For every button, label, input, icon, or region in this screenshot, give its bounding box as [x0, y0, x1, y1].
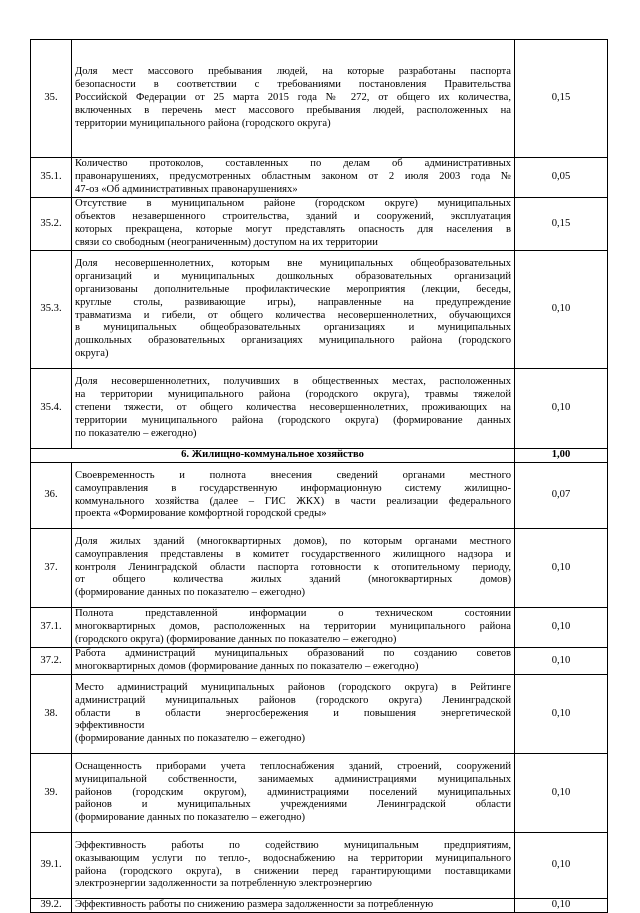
description-line: Эффективность работы по содействию муниципальным предприятиям, [75, 839, 511, 851]
description-line: (формирование данных по показателю – ежегодно) [75, 812, 306, 824]
description-line: Доля жилых зданий (многоквартирных домов), по которым органами местного [75, 535, 511, 547]
description-line: Место администраций муниципальных районов (городского округа) в Рейтинге [75, 681, 511, 693]
description-line: Доля несовершеннолетних, получивших в общественных местах, расположенных [75, 376, 511, 388]
description-line: многоквартирных домов, расположенных на территории муниципального района [75, 621, 511, 633]
indicator-number: 35. [31, 40, 72, 158]
description-line: Доля мест массового пребывания людей, на которые разработаны паспорта [75, 66, 511, 78]
table-row [31, 40, 608, 158]
indicator-number: 35.1. [31, 158, 72, 198]
indicator-weight: 0,10 [515, 251, 608, 369]
description-line: дошкольных образовательных организациях муниципального района (городского [75, 335, 511, 347]
indicator-description [72, 529, 515, 608]
section-weight: 1,00 [515, 449, 608, 463]
description-line: на территории муниципального района (городского округа), травмы тяжелой [75, 389, 511, 401]
table-row [31, 833, 608, 899]
table-row [31, 529, 608, 608]
table-row [31, 648, 608, 675]
indicator-number: 38. [31, 675, 72, 754]
indicator-description [72, 40, 515, 158]
table-row [31, 754, 608, 833]
indicator-weight: 0,10 [515, 833, 608, 899]
indicator-number: 37.1. [31, 608, 72, 648]
indicator-weight: 0,15 [515, 198, 608, 251]
description-line: 47-оз «Об административных правонарушениях» [75, 183, 298, 195]
indicator-table-body [31, 40, 608, 913]
description-line: Оснащенность приборами учета теплоснабжения зданий, строений, сооружений [75, 760, 511, 772]
description-line: от общего количества жилых зданий (многоквартирных домов) [75, 574, 511, 586]
indicator-weight: 0,10 [515, 899, 608, 913]
indicator-weight: 0,10 [515, 648, 608, 675]
description-line: в муниципальных общеобразовательных организациях и муниципальных [75, 322, 511, 334]
indicator-number: 37.2. [31, 648, 72, 675]
description-line: проекта «Формирование комфортной городской среды» [75, 508, 327, 520]
indicator-number: 35.2. [31, 198, 72, 251]
indicator-weight: 0,05 [515, 158, 608, 198]
indicator-description [72, 369, 515, 449]
indicator-description [72, 251, 515, 369]
description-line: Эффективность работы по снижению размера задолженности за потребленную [75, 899, 434, 911]
indicator-number: 37. [31, 529, 72, 608]
table-row [31, 251, 608, 369]
description-line: травматизма и гибели, от общего количества несовершеннолетних, обучающихся [75, 309, 511, 321]
description-line: контроля Ленинградской области паспорта готовности к отопительному периоду, [75, 561, 511, 573]
indicator-number: 39.1. [31, 833, 72, 899]
section-title: 6. Жилищно-коммунальное хозяйство [31, 449, 515, 463]
description-line: организаций и муниципальных дошкольных образовательных организаций [75, 270, 511, 282]
description-line: круглые столы, развивающие игры), направленные на предупреждение [75, 296, 511, 308]
description-line: Доля несовершеннолетних, которым вне муниципальных общеобразовательных [75, 257, 511, 269]
indicator-weight: 0,15 [515, 40, 608, 158]
description-line: оказывающим услуги по тепло-, водоснабжению на территории муниципального [75, 852, 511, 864]
description-line: Количество протоколов, составленных по делам об административных [75, 158, 511, 170]
indicator-description [72, 158, 515, 198]
indicator-description [72, 463, 515, 529]
section-header-row [31, 449, 608, 463]
indicator-description [72, 675, 515, 754]
description-line: связи со свободным (неограниченным) доступом на их территории [75, 236, 378, 248]
table-row [31, 608, 608, 648]
description-line: территории муниципального района (городского округа) [75, 117, 331, 129]
indicator-number: 36. [31, 463, 72, 529]
description-line: (формирование данных по показателю – ежегодно) [75, 587, 306, 599]
description-line: объектов незавершенного строительства, зданий и сооружений, эксплуатация [75, 211, 511, 223]
indicator-description [72, 833, 515, 899]
description-line: безопасности в соответствии с требованиями постановления Правительства [75, 79, 511, 91]
description-line: самоуправления представлены в комитет государственного жилищного надзора и [75, 548, 511, 560]
table-row [31, 198, 608, 251]
description-line: районов и муниципальных учреждениями Ленинградской области [75, 799, 511, 811]
description-line: Полнота представленной информации о техническом состоянии [75, 608, 511, 620]
indicator-weight: 0,10 [515, 675, 608, 754]
description-line: включенных в перечень мест массового пребывания людей, расположенных на [75, 104, 511, 116]
indicator-table [30, 39, 608, 913]
description-line: муниципальной собственности, занимаемых администрациями муниципальных [75, 773, 511, 785]
table-row [31, 675, 608, 754]
description-line: эффективности [75, 720, 145, 732]
description-line: многоквартирных домов (формирование данных по показателю – ежегодно) [75, 661, 419, 672]
description-line: Отсутствие в муниципальном районе (городском округе) муниципальных [75, 198, 511, 210]
indicator-number: 35.4. [31, 369, 72, 449]
description-line: электроэнергии задолженности за потребленную электроэнергию [75, 878, 372, 890]
description-line: организованы дополнительные профилактические мероприятия (лекции, беседы, [75, 283, 511, 295]
indicator-description [72, 648, 515, 675]
description-line: района (городского округа), в снижении перед гарантирующими поставщиками [75, 865, 511, 877]
description-line: Своевременность и полнота внесения сведений органами местного [75, 469, 511, 481]
table-row [31, 158, 608, 198]
description-line: округа) [75, 348, 109, 360]
description-line: администраций муниципальных районов (городского округа) Ленинградской [75, 694, 511, 706]
indicator-number: 35.3. [31, 251, 72, 369]
description-line: степени тяжести, от общего количества несовершеннолетних, проживающих на [75, 402, 511, 414]
description-line: (формирование данных по показателю – ежегодно) [75, 733, 306, 745]
indicator-description [72, 754, 515, 833]
description-line: коммунального хозяйства (далее – ГИС ЖКХ) в части реализации федерального [75, 495, 511, 507]
indicator-description [72, 198, 515, 251]
indicator-description [72, 608, 515, 648]
indicator-weight: 0,10 [515, 369, 608, 449]
indicator-number: 39.2. [31, 899, 72, 913]
description-line: по показателю – ежегодно) [75, 427, 197, 439]
description-line: районов (городским округом), администрациями поселений муниципальных [75, 786, 511, 798]
indicator-weight: 0,10 [515, 529, 608, 608]
description-line: (городского округа) (формирование данных по показателю – ежегодно) [75, 633, 397, 645]
description-line: которых прекращена, которые могут представлять опасность для населения в [75, 224, 511, 235]
description-line: территории муниципального района (городского округа) (формирование данных [75, 414, 511, 426]
description-line: области в области энергосбережения и повышения энергетической [75, 707, 511, 719]
indicator-number: 39. [31, 754, 72, 833]
indicator-weight: 0,10 [515, 754, 608, 833]
indicator-weight: 0,07 [515, 463, 608, 529]
table-row [31, 369, 608, 449]
description-line: правонарушениях, предусмотренных областным законом от 2 июля 2003 года № [75, 171, 511, 183]
description-line: Работа администраций муниципальных образований по созданию советов [75, 648, 511, 660]
description-line: самоуправления в государственную информационную систему жилищно- [75, 482, 511, 494]
indicator-weight: 0,10 [515, 608, 608, 648]
description-line: Российской Федерации от 25 марта 2015 года № 272, от общего их количества, [75, 92, 511, 104]
table-row [31, 463, 608, 529]
